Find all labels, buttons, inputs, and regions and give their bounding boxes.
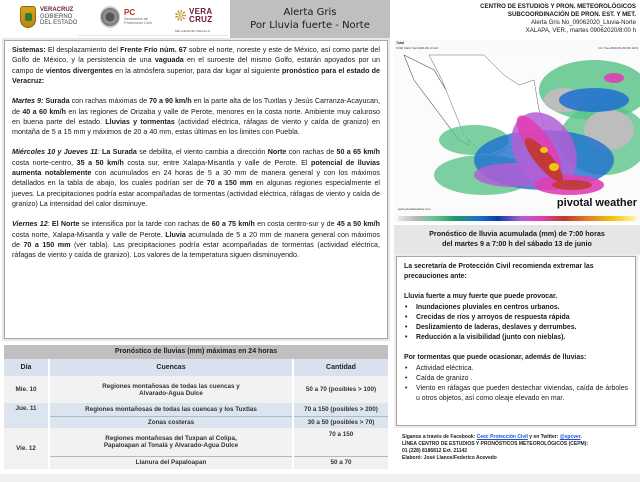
subcoordination-name: SUBCOORDINACIÓN DE PRON. EST. Y MET. [507, 11, 636, 19]
issue-date: XALAPA, VER., martes 09062020/8:00 h [525, 27, 636, 35]
list-item: • Actividad eléctrica. [404, 364, 628, 374]
cell-cuencas: Regiones montañosas del Tuxpan al Colipa, Papaloapan al Tonalá y Alvarado-Agua Dulce [49, 428, 293, 456]
brand-tagline: ME LLENA DE ORGULLO [175, 29, 211, 33]
phone-number: 01 (228) 8186812 Ext. 21142 [402, 448, 468, 454]
rain-table-grid [4, 359, 388, 469]
veracruz-brand-logo [175, 8, 212, 23]
forecast-viernes: Viernes 12: El Norte se intensifica por la tarde con rachas de 60 a 75 km/h en costa centro-sur y de 45 a 50 km/h costa norte, Xalapa-Misantla y valle de Perote. Lluvia acumulada de 5 a 20 mm de manera general con máximos de 70 a 150 mm (ver tabla). Las precipitaciones podría estar acompañadas de tormentas (actividad eléctrica, ráfagas de viento y caída de granizo). Los valores de la temperatura siguen disminuyendo. [12, 220, 380, 260]
alert-title-line: Por Lluvia fuerte - Norte [250, 20, 370, 31]
forecast-martes: Martes 9: Surada con rachas máximas de 70 a 90 km/h en la parte alta de los Tuxtlas y Jesús Carranza-Acayucan, de 40 a 60 km/h en las regiones de Orizaba y valle de Perote, menores en la costa norte. Ambiente muy caluroso en buena parte del estado. Lluvias y tormentas (actividad eléctrica, ráfagas de viento y caída de granizo) en montaña de 5 a 15 mm y máximos de 20 a 40 mm, estas últimas en los limites con Puebla. [12, 97, 380, 137]
heavy-rain-list [404, 303, 628, 344]
logo-text: Secretaría de [124, 15, 149, 21]
list-item: • Reducción a la visibilidad (junto con nieblas). [404, 333, 628, 343]
page-bottom-rule [0, 474, 640, 482]
logo-text: CRUZ [189, 14, 213, 24]
cell-cantidad: 50 a 70 (posibles > 100) [293, 376, 388, 403]
forecast-miercoles-jueves: Miércoles 10 y Jueves 11: La Surada se debilita, el viento cambia a dirección Norte con rachas de 50 a 65 km/h costa norte-centro, 35 a 50 km/h costa sur, entre Xalapa-Misantla y valle de Perote. El potencial de lluvias aumenta notablemente con acumulados en 24 horas de 5 a 30 mm de manera general y con los máximos detallados en la tabla de abajo, los cuales podrían ser de 70 a 150 mm en algunas regiones especialmente el jueves. La precipitaciones podría estar acompañadas de tormentas (actividad eléctrica, ráfagas de viento y caída de granizo) La intensidad del calor disminuye. [12, 148, 381, 209]
civil-protection-emblem-icon [100, 6, 120, 28]
cell-cantidad: 70 a 150 (posibles > 200) [293, 403, 388, 416]
rain-forecast-table [4, 345, 388, 477]
cell-cuencas: Zonas costeras [49, 416, 293, 428]
table-row [4, 456, 388, 469]
map-caption-line: Pronóstico de lluvia acumulada (mm) de 7:00 horas [429, 229, 605, 238]
civil-protection-recommendations [396, 256, 636, 426]
logo-text: GOBIERNO [40, 13, 73, 20]
column-header-cuencas: Cuencas [49, 359, 293, 376]
storms-lead: Por tormentas que puede ocasionar, además de lluvias: [404, 354, 587, 362]
logo-text: PC [124, 7, 136, 17]
veracruz-government-logo [20, 6, 77, 28]
cell-cuencas: Regiones montañosas de todas las cuencas y Alvarado-Agua Dulce [49, 376, 293, 403]
list-item: • Deslizamiento de laderas, deslaves y derrumbes. [404, 323, 628, 333]
storms-list [404, 364, 628, 405]
forecast-sistemas: Sistemas: El desplazamiento del Frente Frío núm. 67 sobre el norte, noreste y este de México, así como parte del Golfo de México, y la persistencia de una vaguada en el suroeste del mismo Golfo, estarán apoyados por un campo de vientos divergentes en la atmósfera superior, para dar lugar al siguiente pronóstico para el estado de Veracruz: [12, 46, 381, 86]
logo-text: DEL ESTADO [40, 20, 78, 27]
table-row [4, 428, 388, 456]
cell-dia: Mie. 10 [4, 376, 49, 403]
forecast-text-box [4, 40, 388, 339]
cell-cantidad: 30 a 50 (posibles > 70) [293, 416, 388, 428]
header-logos [0, 0, 228, 38]
map-header-title: Total [396, 41, 405, 45]
map-caption-line: del martes 9 a 7:00 h del sábado 13 de junio [442, 239, 592, 248]
follow-text: Síganos a través de Facebook: [402, 434, 477, 440]
civil-protection-logo [100, 6, 152, 28]
twitter-link[interactable]: @spcver [559, 434, 581, 440]
center-name: CENTRO DE ESTUDIOS Y PRON. METEOROLÓGICOS [480, 3, 636, 10]
recommendation-intro: La secretaría de Protección Civil recomienda extremar las precauciones ante: [404, 263, 594, 281]
cell-dia: Vie. 12 [4, 428, 49, 469]
cell-cantidad: 50 a 70 [293, 456, 388, 469]
follow-text: y en Twitter: [527, 434, 560, 440]
table-row [4, 376, 388, 403]
alert-title-line: Alerta Gris [283, 7, 337, 18]
column-header-cantidad: Cantidad [293, 359, 388, 376]
authors: Elaboró: José Llanos/Federico Acevedo [402, 455, 497, 461]
rainfall-map [394, 40, 640, 223]
list-item: • Inundaciones pluviales en centros urbanos. [404, 303, 628, 313]
header-divider [78, 35, 228, 36]
list-item: • Viento en ráfagas que pueden destechar viviendas, caída de árboles u otros objetos, así como oleaje elevado en mar. [404, 384, 628, 404]
pivotal-weather-watermark: pivotal weather [556, 197, 637, 209]
list-item: • Caída de granizo . [404, 374, 628, 384]
alert-number: Alerta Gris No_09062020_Lluvia-Norte [530, 19, 636, 27]
precipitation-map-icon [394, 50, 640, 215]
cell-cantidad: 70 a 150 [293, 428, 388, 456]
contact-footer [402, 434, 638, 462]
map-caption [394, 225, 640, 255]
sun-emblem-icon [175, 10, 186, 21]
map-valid-time: FV02 Valid: Sat 2020-06-13 12z [396, 46, 439, 50]
cepm-line: LÍNEA CENTRO DE ESTUDIOS Y PRONÓSTICOS METEOROLÓGICOS (CEPM): [402, 441, 589, 447]
map-init-time: Init: Tue 2020-06-09 06z GFS [598, 46, 638, 50]
map-source-url: www.pivotalweather.com [398, 207, 431, 211]
precipitation-colorbar [398, 216, 636, 221]
table-row [4, 403, 388, 416]
table-row [4, 416, 388, 428]
cell-dia: Jue. 11 [4, 403, 49, 428]
column-header-dia: Día [4, 359, 49, 376]
table-title: Pronóstico de lluvias (mm) máximas en 24 horas [4, 345, 388, 359]
logo-text: VERACRUZ [40, 7, 74, 14]
follow-text: . [580, 434, 582, 440]
logo-text: VERA [189, 7, 213, 16]
heavy-rain-lead: Lluvia fuerte a muy fuerte que puede provocar. [404, 293, 558, 301]
coat-of-arms-icon [20, 6, 36, 28]
alert-title [230, 0, 390, 38]
logo-text: Protección Civil [124, 20, 152, 25]
facebook-link[interactable]: Ceec Protección Civil [476, 434, 528, 440]
issuing-center-info [400, 3, 636, 35]
cell-cuencas: Llanura del Papaloapan [49, 456, 293, 469]
social-follow-line [402, 434, 638, 441]
list-item: • Crecidas de ríos y arroyos de respuesta rápida [404, 313, 628, 323]
cell-cuencas: Regiones montañosas de todas las cuencas y los Tuxtlas [49, 403, 293, 416]
